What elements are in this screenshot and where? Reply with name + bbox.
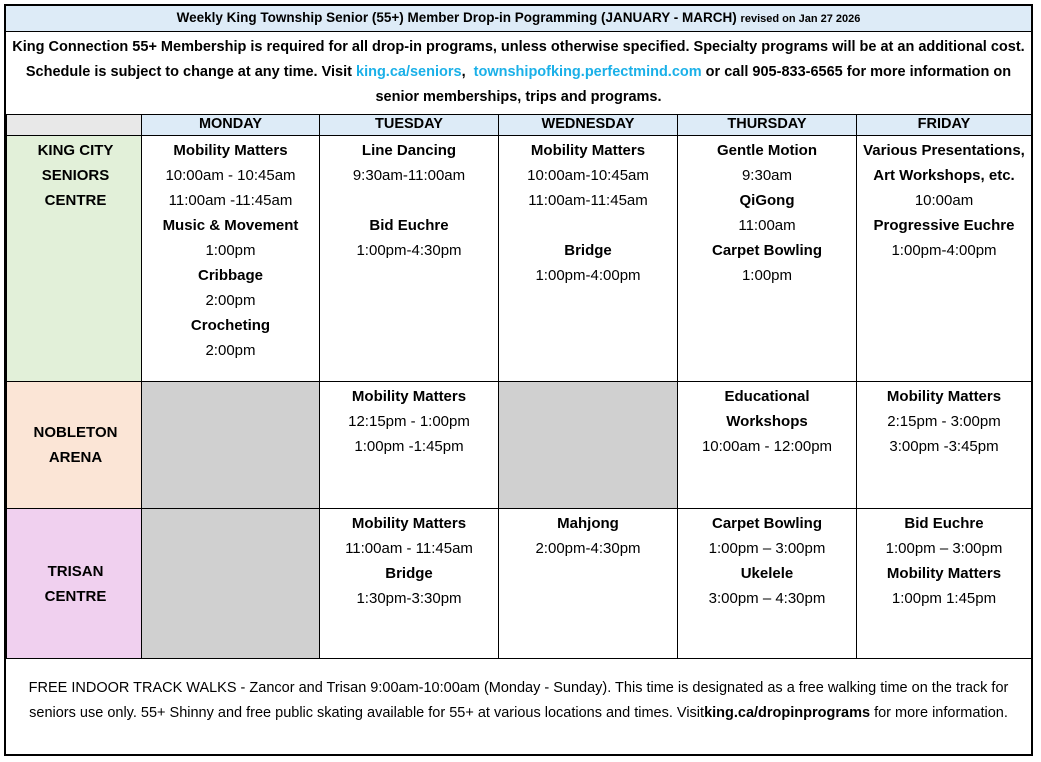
program-time: 10:00am - 10:45am [165,167,296,184]
program-time: 10:00am-10:45am [527,167,649,184]
program-time: 9:30am-11:00am [352,167,466,184]
cell-trisan-monday-empty [142,509,320,659]
seniors-link[interactable]: king.ca/seniors [356,64,462,80]
cell-nobleton-tuesday [320,382,499,509]
program-time [320,188,498,213]
program-name: Mobility Matters [173,142,288,159]
program-time: 2:15pm - 3:00pm [887,413,1001,430]
location-king-city [7,136,142,382]
program-time: 1:30pm-3:30pm [356,590,462,607]
program-name: Mobility Matters [886,388,1002,405]
program-name: QiGong [739,192,795,209]
program-name: Bid Euchre [369,217,449,234]
cell-king-friday [857,136,1032,382]
cell-king-tuesday [320,136,499,382]
schedule-table [6,114,1032,659]
program-time: 1:00pm [741,267,793,284]
program-time: 1:00pm-4:00pm [535,267,641,284]
footer-text-2: for more information. [870,705,1008,721]
cell-trisan-friday [857,509,1032,659]
day-header-wednesday: WEDNESDAY [499,115,678,136]
cell-nobleton-wednesday-empty [499,382,678,509]
perfectmind-link[interactable]: townshipofking.perfectmind.com [473,64,702,80]
location-line: KING CITY [37,142,114,159]
program-name: Bridge [385,565,433,582]
schedule-document [4,4,1033,756]
program-time: 3:00pm -3:45pm [889,438,999,455]
cell-nobleton-friday [857,382,1032,509]
program-name: Cribbage [197,267,263,284]
day-header-tuesday: TUESDAY [320,115,499,136]
program-name: Music & Movement [162,217,299,234]
program-name: Carpet Bowling [711,515,822,532]
page-title [6,6,1031,32]
day-header-row [7,115,1032,136]
program-name: Mobility Matters [351,515,467,532]
revised-note: revised on Jan 27 2026 [740,13,861,25]
cell-trisan-tuesday [320,509,499,659]
program-time: 1:00pm -1:45pm [354,438,464,455]
program-time: 1:00pm [205,242,256,259]
cell-king-wednesday [499,136,678,382]
row-king-city [7,136,1032,382]
cell-trisan-thursday [678,509,857,659]
cell-nobleton-thursday [678,382,857,509]
program-name: Art Workshops, etc. [873,167,1015,184]
dropin-link[interactable]: king.ca/dropinprograms [704,705,871,721]
location-line: ARENA [48,449,103,466]
program-time: 2:00pm [205,292,256,309]
header-corner [7,115,142,136]
cell-nobleton-monday-empty [142,382,320,509]
intro-paragraph [6,33,1031,115]
location-line: TRISAN [47,562,104,580]
program-name: Various Presentations, [863,142,1025,159]
title-text: Weekly King Township Senior (55+) Member Drop-in Pogramming (JANUARY - MARCH) [176,10,737,25]
program-time: 1:00pm-4:30pm [356,242,462,259]
program-time: 1:00pm 1:45pm [891,590,997,607]
program-time: 1:00pm – 3:00pm [885,540,1003,557]
program-name: Mobility Matters [530,142,646,159]
program-time: 11:00am -11:45am [168,192,293,209]
footer-note [6,666,1031,754]
program-time: 1:00pm-4:00pm [891,242,997,259]
program-name: Mahjong [557,515,619,532]
location-line: CENTRE [44,587,107,605]
program-name: Carpet Bowling [711,242,822,259]
program-time: 10:00am [914,192,974,209]
cell-king-monday [142,136,320,382]
program-name: Progressive Euchre [873,217,1015,234]
program-time: 2:00pm [205,342,256,359]
row-nobleton [7,382,1032,509]
program-name: Ukelele [740,565,794,582]
program-name: Crocheting [190,317,271,334]
program-name: Mobility Matters [886,565,1002,582]
cell-king-thursday [678,136,857,382]
program-name: Line Dancing [361,142,457,159]
footer-text-1: FREE INDOOR TRACK WALKS - Zancor and Trisan 9:00am-10:00am (Monday - Sunday). This time is designated as a free walking time on the track for seniors use only. 55+ Shinny and free public skating available for 55+ at various locations and times. Visit [28,680,1009,721]
program-name: Educational [724,388,810,405]
program-time: 3:00pm – 4:30pm [708,590,826,607]
cell-trisan-wednesday [499,509,678,659]
intro-text-2: or call 905-833-6565 for more information on senior memberships, trips and programs. [375,64,1012,105]
location-nobleton [7,382,142,509]
day-header-monday: MONDAY [142,115,320,136]
program-time: 10:00am - 12:00pm [701,438,833,455]
program-time: 11:00am - 11:45am [345,540,473,557]
program-name: Bid Euchre [904,515,984,532]
day-header-thursday: THURSDAY [678,115,857,136]
program-time [499,213,677,238]
row-trisan [7,509,1032,659]
program-name: Mobility Matters [351,388,467,405]
program-name: Gentle Motion [717,142,817,159]
program-time: 11:00am-11:45am [528,192,648,209]
program-name: Workshops [726,413,808,430]
location-line: SENIORS [41,167,110,184]
day-header-friday: FRIDAY [857,115,1032,136]
intro-separator: , [461,64,474,80]
location-trisan [7,509,142,659]
program-time: 12:15pm - 1:00pm [348,413,470,430]
program-name: Bridge [564,242,612,259]
program-time: 11:00am [738,217,796,234]
intro-text-1: King Connection 55+ Membership is required for all drop-in programs, unless otherwise specified. Specialty programs will be at an additional cost. Schedule is subject to change at any time. Visit [12,39,1025,80]
program-time: 9:30am [741,167,793,184]
location-line: CENTRE [44,192,107,209]
location-line: NOBLETON [33,424,118,441]
program-time: 1:00pm – 3:00pm [708,540,826,557]
program-time: 2:00pm-4:30pm [535,540,641,557]
